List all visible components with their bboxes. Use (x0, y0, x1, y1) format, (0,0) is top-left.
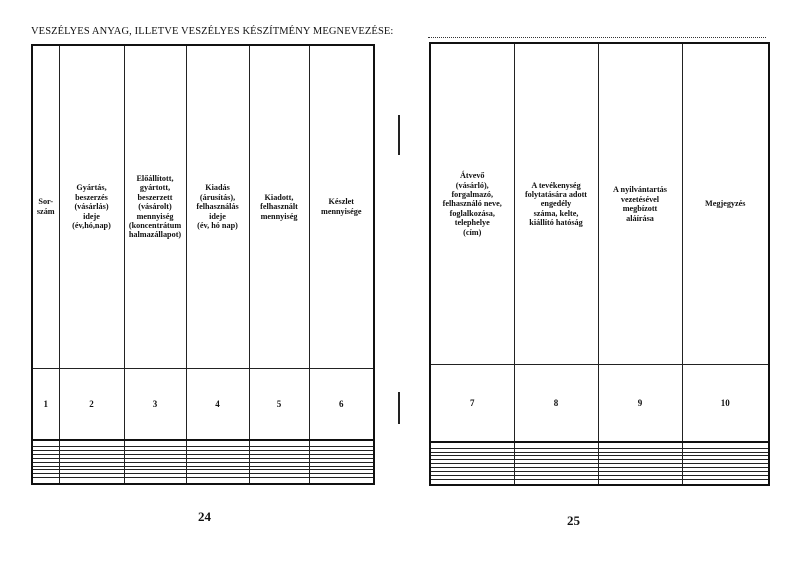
right-register-table (429, 42, 770, 486)
page-number-right: 25 (567, 513, 580, 528)
ledger-cell (514, 479, 598, 485)
column-number: 5 (249, 368, 309, 440)
ledger-row (32, 478, 374, 484)
ledger-cell (430, 479, 514, 485)
column-number: 1 (32, 368, 59, 440)
column-number: 6 (309, 368, 374, 440)
column-number: 8 (514, 365, 598, 443)
ledger-cell (124, 478, 186, 484)
ledger-cell (309, 478, 374, 484)
ledger-row (430, 479, 769, 485)
ledger-cell (32, 478, 59, 484)
ledger-cell (59, 478, 124, 484)
column-number: 4 (186, 368, 249, 440)
header-issued-quantity: Kiadott, felhasznált mennyiség (249, 45, 309, 368)
column-number: 10 (682, 365, 769, 443)
header-remarks: Megjegyzés (682, 43, 769, 365)
header-stock-quantity: Készlet mennyisége (309, 45, 374, 368)
header-recipient: Átvevő (vásárló), forgalmazó, felhasználó neve, foglalkozása, telephelye (cím) (430, 43, 514, 365)
ledger-cell (186, 478, 249, 484)
header-signature: A nyilvántartás vezetésével megbízott aláírása (598, 43, 682, 365)
header-production-date: Gyártás, beszerzés (vásárlás) ideje (év,hó,nap) (59, 45, 124, 368)
header-permit: A tevékenység folytatására adott engedély száma, kelte, kiállító hatóság (514, 43, 598, 365)
column-number: 3 (124, 368, 186, 440)
header-issue-date: Kiadás (árusítás), felhasználás ideje (év, hó nap) (186, 45, 249, 368)
header-produced-quantity: Előállított, gyártott, beszerzett (vásárolt) mennyiség (koncentrátum halmazállapot) (124, 45, 186, 368)
column-number: 2 (59, 368, 124, 440)
binding-mark-top (398, 115, 400, 155)
title-continuation-dotted-line (428, 37, 766, 38)
page-number-left: 24 (198, 509, 211, 524)
binding-mark-bottom (398, 392, 400, 424)
page-title: VESZÉLYES ANYAG, ILLETVE VESZÉLYES KÉSZÍTMÉNY MEGNEVEZÉSE: (31, 26, 394, 37)
ledger-cell (598, 479, 682, 485)
column-number: 9 (598, 365, 682, 443)
column-number: 7 (430, 365, 514, 443)
ledger-cell (249, 478, 309, 484)
header-serial-number: Sor- szám (32, 45, 59, 368)
left-register-table (31, 44, 375, 485)
ledger-cell (682, 479, 769, 485)
